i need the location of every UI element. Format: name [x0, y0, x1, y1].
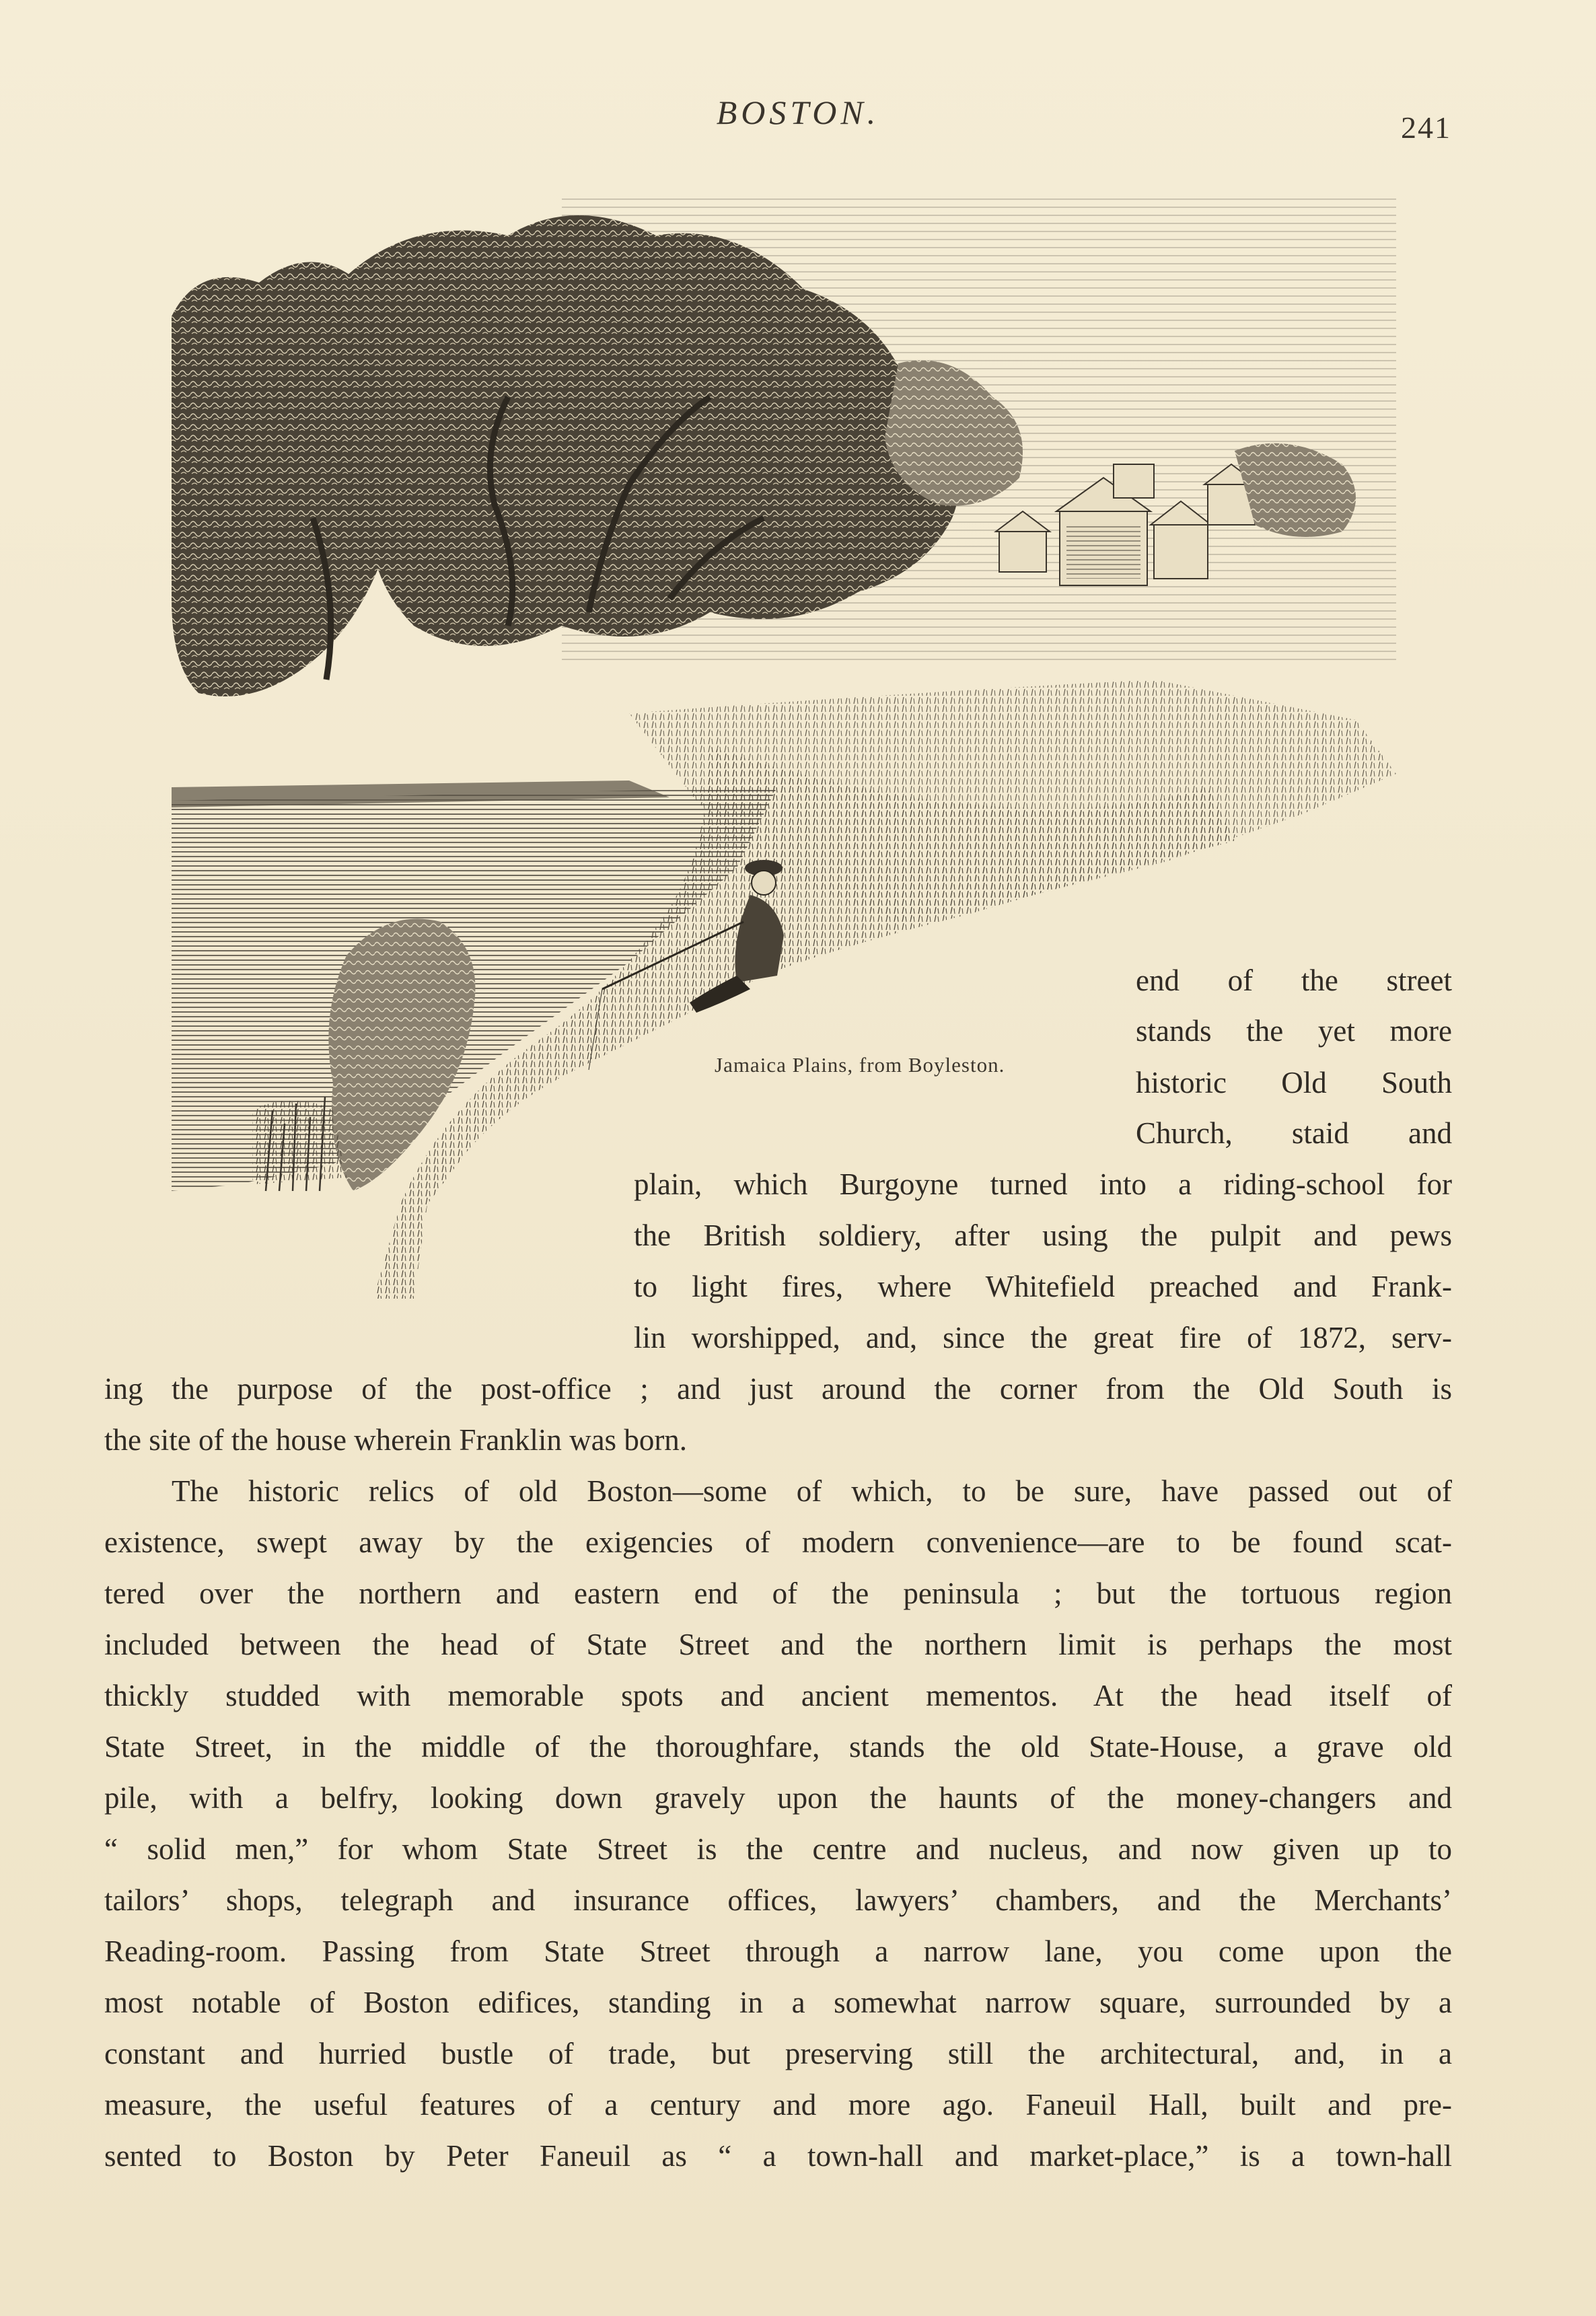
text-line: tailors’ shops, telegraph and insurance offices, lawyers’ chambers, and the Merchants’ [104, 1883, 1452, 1917]
text-line: Church, staid and [1136, 1116, 1452, 1150]
text-line: “ solid men,” for whom State Street is the centre and nucleus, and now given up to [104, 1832, 1452, 1866]
text-line: pile, with a belfry, looking down gravely upon the haunts of the money-changers and [104, 1781, 1452, 1815]
text-line: State Street, in the middle of the thoroughfare, stands the old State-House, a grave old [104, 1730, 1452, 1764]
text-line: Reading-room. Passing from State Street through a narrow lane, you come upon the [104, 1934, 1452, 1968]
text-line: the site of the house wherein Franklin was born. [104, 1423, 688, 1457]
text-line: thickly studded with memorable spots and ancient mementos. At the head itself of [104, 1679, 1452, 1712]
text-line: historic Old South [1136, 1066, 1452, 1099]
text-line: the British soldiery, after using the pulpit and pews [634, 1219, 1452, 1252]
text-line: plain, which Burgoyne turned into a riding-school for [634, 1167, 1452, 1201]
paragraph-first-line: The historic relics of old Boston—some of which, to be sure, have passed out of [172, 1474, 1452, 1508]
text-line: measure, the useful features of a century and more ago. Faneuil Hall, built and pre- [104, 2088, 1452, 2122]
text-line: ing the purpose of the post-office ; and just around the corner from the Old South is [104, 1372, 1452, 1406]
text-line: included between the head of State Street and the northern limit is perhaps the most [104, 1628, 1452, 1661]
text-line: existence, swept away by the exigencies of modern convenience—are to be found scat- [104, 1525, 1452, 1559]
text-line: sented to Boston by Peter Faneuil as “ a town-hall and market-place,” is a town-hall [104, 2139, 1452, 2173]
text-line: tered over the northern and eastern end of the peninsula ; but the tortuous region [104, 1577, 1452, 1610]
text-line: constant and hurried bustle of trade, but preserving still the architectural, and, in a [104, 2037, 1452, 2070]
text-line: stands the yet more [1136, 1014, 1452, 1048]
page-number: 241 [1401, 110, 1451, 145]
text-line: lin worshipped, and, since the great fire of 1872, serv- [634, 1321, 1452, 1354]
running-title: BOSTON. [716, 94, 880, 131]
text-line: end of the street [1136, 964, 1452, 997]
illustration-caption: Jamaica Plains, from Boyleston. [715, 1053, 1005, 1077]
text-line: to light fires, where Whitefield preached and Frank- [634, 1270, 1452, 1303]
text-line: most notable of Boston edifices, standing in a somewhat narrow square, surrounded by a [104, 1986, 1452, 2019]
